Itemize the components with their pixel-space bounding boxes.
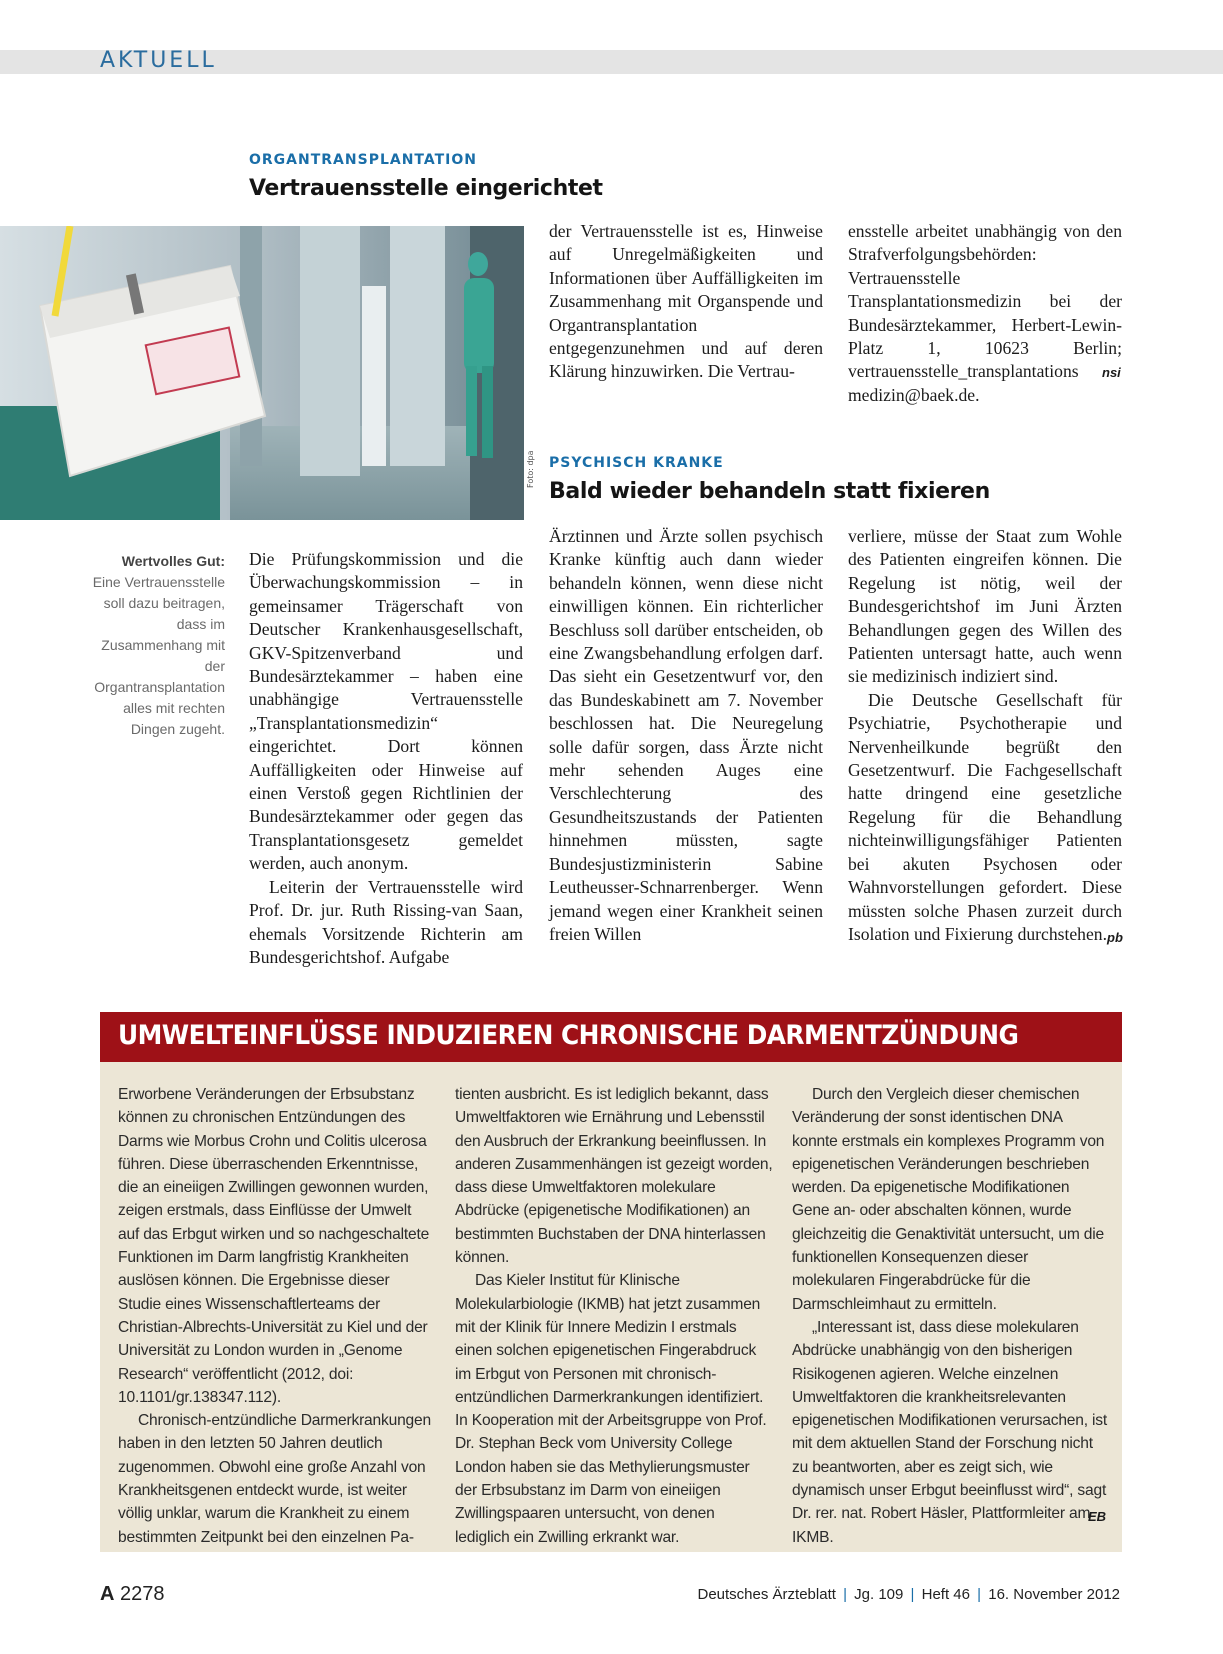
article1-paragraph: der Vertrauensstelle ist es, Hinweise auf Unregelmäßigkeiten und Informationen über Auffälligkeiten im Zusammenhang mit Organspende und Organtransplantation entgegenzunehmen und auf deren Klärung hinzuwirken. Die Vertrau- bbox=[549, 221, 823, 382]
article1-kicker: ORGANTRANSPLANTATION bbox=[249, 152, 478, 168]
article2-column-1 bbox=[549, 525, 823, 946]
article2-paragraph: Ärztinnen und Ärzte sollen psychisch Kranke künftig auch dann wieder behandeln können, wenn diese nicht einwilligen können. Ein richterlicher Beschluss soll darüber entscheiden, ob eine Zwangsbehandlung erfolgen darf. Das sieht ein Gesetzentwurf vor, den das Bundeskabinett am 7. November beschlossen hat. Die Neuregelung solle dafür sorgen, dass Ärzte nicht mehr sehenden Auges eine Verschlechterung des Gesundheitszustands der Patienten hinnehmen müssten, sagte Bundesjustizministerin Sabine Leutheusser-Schnarrenberger. Wenn jemand wegen einer Krankheit seinen freien Willen bbox=[549, 526, 823, 944]
article1-photo bbox=[0, 226, 524, 520]
caption-text: Eine Vertrauensstelle soll dazu beitragen, dass im Zusammenhang mit der Organtransplantation alles mit rechten Dingen zugeht. bbox=[92, 574, 225, 737]
article1-column-2 bbox=[549, 220, 823, 384]
page-letter: A bbox=[100, 1583, 115, 1605]
journal-name: Deutsches Ärzteblatt bbox=[697, 1586, 836, 1603]
article2-paragraph: Die Deutsche Gesellschaft für Psychiatrie, Psychotherapie und Nervenheilkunde begrüßt den Gesetzentwurf. Die Fachgesellschaft hatte dringend eine gesetzliche Regelung für die Behandlung nichteinwilligungsfähiger Patienten bei akuten Psychosen oder Wahnvorstellungen gefordert. Diese müssten solche Phasen zurzeit durch Isolation und Fixierung durchstehen. bbox=[848, 689, 1122, 944]
article1-signature: nsi bbox=[1102, 365, 1121, 380]
article1-column-1 bbox=[249, 548, 523, 969]
article1-paragraph: ensstelle arbeitet unabhängig von den Strafverfolgungsbehörden: Vertrauensstelle Transplantationsmedizin bei der Bundesärztekammer, Herbert-Lewin-Platz 1, 10623 Berlin; vertrauensstelle_transplantations medizin@baek.de. bbox=[848, 221, 1122, 405]
info-box-signature: EB bbox=[1088, 1509, 1107, 1524]
box-paragraph: Durch den Vergleich dieser chemischen Veränderung der sonst identischen DNA konnte erstmals ein komplexes Programm von epigenetischen Veränderungen beschrieben werden. Da epigenetische Modifikationen Gene an- oder abschalten können, wurde gleichzeitig die Genaktivität untersucht, um die funktionellen Konsequenzen dieser molekularen Fingerabdrücke für die Darmschleimhaut zu ermitteln. bbox=[792, 1086, 1105, 1313]
article2-signature: pb bbox=[1107, 930, 1123, 945]
box-paragraph: „Interessant ist, dass diese molekularen Abdrücke unabhängig von den bisherigen Risikogenen agieren. Welche einzelnen Umweltfaktoren die krankheitsrelevanten epigenetischen Modifikationen verursachen, ist mit dem aktuellen Stand der Forschung nicht zu beantworten, aber es zeigt sich, wie dynamisch unser Erbgut beeinflusst wird“, sagt Dr. rer. nat. Robert Häsler, Plattformleiter am IKMB. bbox=[792, 1318, 1107, 1546]
article2-title: Bald wieder behandeln statt fixieren bbox=[549, 479, 990, 504]
article2-paragraph: verliere, müsse der Staat zum Wohle des Patienten eingreifen können. Die Regelung ist nötig, weil der Bundesgerichtshof im Juni Ärzten Behandlungen gegen des Willen des Patienten untersagt hatte, auch wenn sie medizinisch indiziert sind. bbox=[848, 526, 1122, 687]
info-box-title: UMWELTEINFLÜSSE INDUZIEREN CHRONISCHE DARMENTZÜNDUNG bbox=[118, 1020, 1019, 1051]
article1-paragraph: Die Prüfungskommission und die Überwachungskommission – in gemeinsamer Trägerschaft von Deutscher Krankenhausgesellschaft, GKV-Spitzenverband und Bundesärztekammer – haben eine unabhängige Vertrauensstelle „Transplantationsmedizin“ eingerichtet. Dort können Auffälligkeiten oder Hinweise auf einen Verstoß gegen Richtlinien der Bundesärztekammer oder gegen das Transplantationsgesetz gemeldet werden, auch anonym. bbox=[249, 549, 523, 874]
page-number: 2278 bbox=[120, 1583, 165, 1605]
article2-kicker: PSYCHISCH KRANKE bbox=[549, 455, 724, 471]
article1-title: Vertrauensstelle eingerichtet bbox=[249, 176, 603, 201]
box-paragraph: Das Kieler Institut für Klinische Molekularbiologie (IKMB) hat jetzt zusammen mit der Klinik für Innere Medizin I erstmals einen solchen epigenetischen Fingerabdruck im Erbgut von Personen mit chronisch-entzündlichen Darmerkrankungen identifiziert. In Kooperation mit der Arbeitsgruppe von Prof. Dr. Stephan Beck vom University College London haben sie das Methylierungsmuster der Erbsubstanz im Darm von eineiigen Zwillingspaaren untersucht, von denen lediglich ein Zwilling erkrankt war. bbox=[455, 1272, 767, 1546]
box-paragraph: tienten ausbricht. Es ist lediglich bekannt, dass Umweltfaktoren wie Ernährung und Lebensstil den Ausbruch der Erkrankung beeinflussen. In anderen Zusammenhängen ist gezeigt worden, dass diese Umweltfaktoren molekulare Abdrücke (epigenetische Modifikationen) an bestimmten Buchstaben der DNA hinterlassen können. bbox=[455, 1086, 773, 1267]
article2-column-2 bbox=[848, 525, 1122, 946]
footer-journal-info bbox=[698, 1586, 1121, 1603]
article1-column-3 bbox=[848, 220, 1122, 407]
journal-volume: Jg. 109 bbox=[854, 1586, 904, 1603]
section-label: AKTUELL bbox=[100, 48, 217, 73]
box-paragraph: Erworbene Veränderungen der Erbsubstanz können zu chronischen Entzündungen des Darms wie Morbus Crohn und Colitis ulcerosa führen. Diese überraschenden Erkenntnisse, die an eineiigen Zwillingen gewonnen wurden, zeigen erstmals, dass Einflüsse der Umwelt auf das Erbgut wirken und so nachgeschaltete Funktionen im Darm langfristig Krankheiten auslösen können. Die Ergebnisse dieser Studie eines Wissenschaftlerteams der Christian-Albrechts-Universität zu Kiel und der Universität zu London wurden in „Genome Research“ veröffentlicht (2012, doi: 10.1101/gr.138347.112). bbox=[118, 1086, 430, 1406]
caption-lead: Wertvolles Gut: bbox=[121, 553, 225, 569]
footer-page-number bbox=[100, 1583, 165, 1606]
photo-caption bbox=[92, 551, 225, 740]
article1-paragraph: Leiterin der Vertrauensstelle wird Prof. Dr. jur. Ruth Rissing-van Saan, ehemals Vorsitzende Richterin am Bundesgerichtshof. Aufgabe bbox=[249, 876, 523, 967]
photo-illustration bbox=[0, 226, 524, 520]
info-box-column-2 bbox=[455, 1083, 773, 1549]
footer-divider: | bbox=[843, 1586, 847, 1603]
journal-issue: Heft 46 bbox=[921, 1586, 970, 1603]
photo-credit: Foto: dpa bbox=[526, 450, 535, 488]
info-box-column-1 bbox=[118, 1083, 436, 1549]
journal-date: 16. November 2012 bbox=[988, 1586, 1120, 1603]
info-box-column-3 bbox=[792, 1083, 1107, 1549]
footer-divider: | bbox=[977, 1586, 982, 1603]
box-paragraph: Chronisch-entzündliche Darmerkrankungen haben in den letzten 50 Jahren deutlich zugenommen. Obwohl eine große Anzahl von Krankheitsgenen entdeckt wurde, ist weiter völlig unklar, warum die Krankheit zu einem bestimmten Zeitpunkt bei den einzelnen Pa- bbox=[118, 1412, 431, 1546]
footer-divider: | bbox=[910, 1586, 915, 1603]
